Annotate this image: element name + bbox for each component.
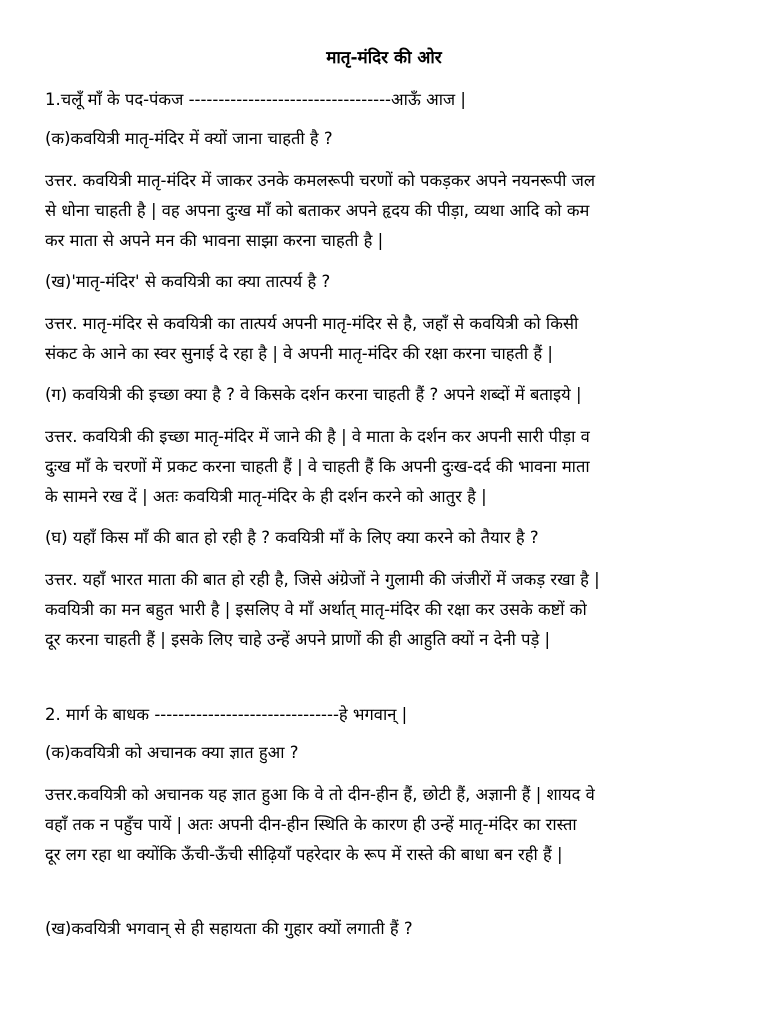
- question-2-kha: (ख)कवयित्री भगवान् से ही सहायता की गुहार क्यों लगाती हैं ?: [45, 919, 413, 938]
- answer-line: संकट के आने का स्वर सुनाई दे रहा है | वे अपनी मातृ-मंदिर की रक्षा करना चाहती हैं |: [45, 344, 553, 363]
- answer-line: दूर लग रहा था क्योंकि ऊँची-ऊँची सीढ़ियाँ पहरेदार के रूप में रास्ते की बाधा बन रही हैं |: [45, 845, 563, 864]
- answer-line: कवयित्री का मन बहुत भारी है | इसलिए वे माँ अर्थात् मातृ-मंदिर की रक्षा कर उसके कष्टों को: [45, 600, 587, 619]
- question-1-ga: (ग) कवयित्री की इच्छा क्या है ? वे किसके दर्शन करना चाहती हैं ? अपने शब्दों में बताइये |: [45, 385, 582, 404]
- question-1-ka: (क)कवयित्री मातृ-मंदिर में क्यों जाना चाहती है ?: [45, 129, 333, 148]
- answer-line: के सामने रख दें | अतः कवयित्री मातृ-मंदिर के ही दर्शन करने को आतुर है |: [45, 487, 487, 506]
- stanza-1-heading: 1.चलूँ माँ के पद-पंकज ----------------------------------आऊँ आज |: [45, 90, 466, 109]
- answer-line: उत्तर. कवयित्री मातृ-मंदिर में जाकर उनके कमलरूपी चरणों को पकड़कर अपने नयनरूपी जल: [45, 171, 596, 190]
- answer-line: उत्तर.कवयित्री को अचानक यह ज्ञात हुआ कि वे तो दीन-हीन हैं, छोटी हैं, अज्ञानी हैं | शायद वे: [45, 785, 595, 804]
- answer-line: उत्तर. मातृ-मंदिर से कवयित्री का तात्पर्य अपनी मातृ-मंदिर से है, जहाँ से कवयित्री को किसी: [45, 314, 579, 333]
- answer-line: उत्तर. यहाँ भारत माता की बात हो रही है, जिसे अंग्रेजों ने गुलामी की जंजीरों में जकड़ रखा है |: [45, 570, 600, 589]
- answer-line: उत्तर. कवयित्री की इच्छा मातृ-मंदिर में जाने की है | वे माता के दर्शन कर अपनी सारी पीड़ा व: [45, 427, 590, 446]
- question-2-ka: (क)कवयित्री को अचानक क्या ज्ञात हुआ ?: [45, 743, 299, 762]
- answer-line: वहाँ तक न पहुँच पायें | अतः अपनी दीन-हीन स्थिति के कारण ही उन्हें मातृ-मंदिर का रास्ता: [45, 815, 577, 834]
- document-title: मातृ-मंदिर की ओर: [326, 48, 442, 68]
- answer-line: दुःख माँ के चरणों में प्रकट करना चाहती हैं | वे चाहती हैं कि अपनी दुःख-दर्द की भावना माता: [45, 457, 590, 476]
- answer-line: कर माता से अपने मन की भावना साझा करना चाहती है |: [45, 231, 384, 250]
- question-1-gha: (घ) यहाँ किस माँ की बात हो रही है ? कवयित्री माँ के लिए क्या करने को तैयार है ?: [45, 528, 539, 547]
- question-1-kha: (ख)'मातृ-मंदिर' से कवयित्री का क्या तात्पर्य है ?: [45, 272, 331, 291]
- answer-line: से धोना चाहती है | वह अपना दुःख माँ को बताकर अपने हृदय की पीड़ा, व्यथा आदि को कम: [45, 201, 590, 220]
- stanza-2-heading: 2. मार्ग के बाधक -------------------------------हे भगवान् |: [45, 705, 408, 724]
- answer-line: दूर करना चाहती हैं | इसके लिए चाहे उन्हें अपने प्राणों की ही आहुति क्यों न देनी पड़े |: [45, 630, 551, 649]
